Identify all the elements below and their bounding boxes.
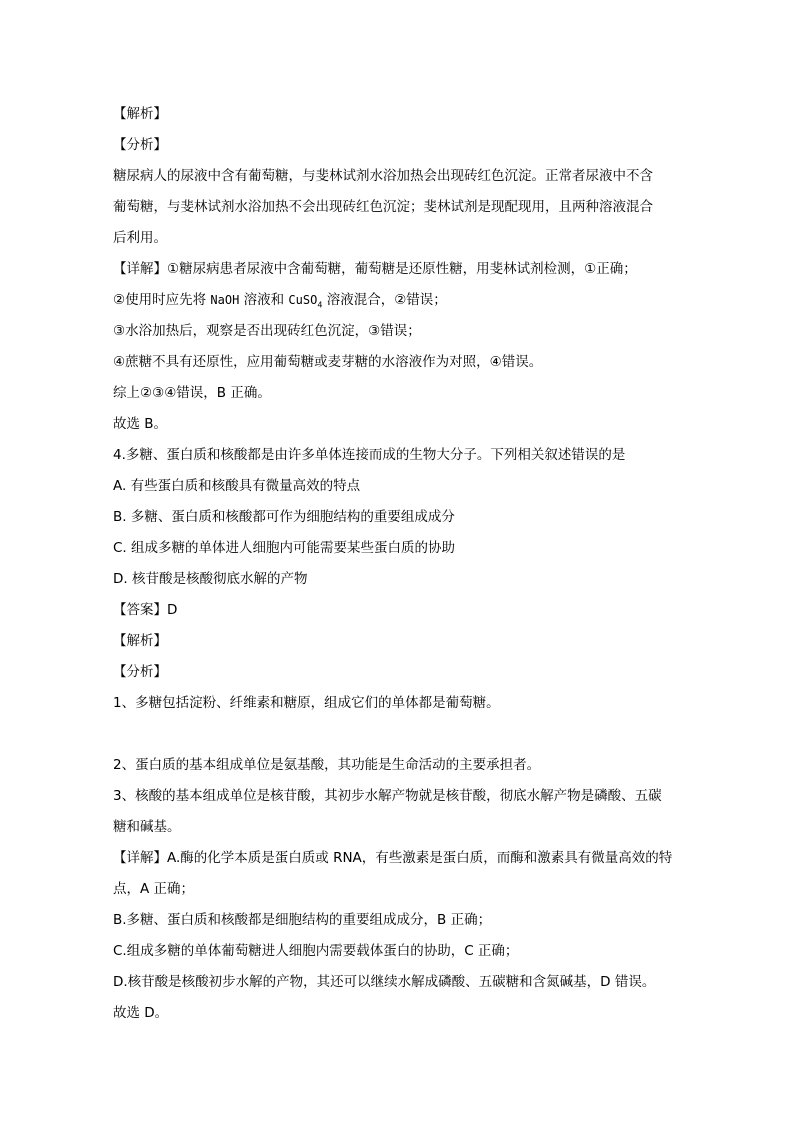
question-4-option-c: C. 组成多糖的单体进人细胞内可能需要某些蛋白质的协助 <box>113 540 456 556</box>
naoh-formula: NaOH <box>210 293 240 307</box>
cuso-formula: CuSO <box>288 293 318 307</box>
section-heading-fenxi: 【分析】 <box>113 137 167 153</box>
point-3-line-2: 糖和碱基。 <box>113 819 181 835</box>
analysis-line-2: 葡萄糖，与斐林试剂水浴加热不会出现砖红色沉淀；斐林试剂是现配现用，且两种溶液混合 <box>113 199 653 215</box>
question-4-jiexi: 【解析】 <box>113 633 167 649</box>
point-1: 1、多糖包括淀粉、纤维素和糖原，组成它们的单体都是葡萄糖。 <box>113 695 500 711</box>
question-4-fenxi: 【分析】 <box>113 664 167 680</box>
detail-line-2-part-b: 溶液和 <box>239 292 289 308</box>
detail-a-line-1: 【详解】A.酶的化学本质是蛋白质或 RNA，有些激素是蛋白质，而酶和激素具有微量高效的特 <box>113 850 673 866</box>
point-3-line-1: 3、核酸的基本组成单位是核苷酸，其初步水解产物就是核苷酸，彻底水解产物是磷酸、五碳 <box>113 788 662 804</box>
cuso-subscript: 4 <box>317 300 323 310</box>
section-heading-jiexi: 【解析】 <box>113 106 167 122</box>
analysis-line-3: 后利用。 <box>113 230 167 246</box>
detail-a-line-2: 点，A 正确； <box>113 881 195 897</box>
question-4-option-a: A. 有些蛋白质和核酸具有微量高效的特点 <box>113 478 361 494</box>
question-4-stem: 4.多糖、蛋白质和核酸都是由许多单体连接而成的生物大分子。下列相关叙述错误的是 <box>113 447 626 463</box>
question-4-answer: 【答案】D <box>113 602 178 618</box>
detail-d: D.核苷酸是核酸初步水解的产物，其还可以继续水解成磷酸、五碳糖和含氮碱基，D 错误。 <box>113 974 656 990</box>
choose-line-d: 故选 D。 <box>113 1005 169 1021</box>
detail-c: C.组成多糖的单体葡萄糖进人细胞内需要载体蛋白的协助，C 正确； <box>113 943 519 959</box>
detail-b: B.多糖、蛋白质和核酸都是细胞结构的重要组成成分，B 正确； <box>113 912 492 928</box>
choose-line-a: 故选 B。 <box>113 416 168 432</box>
detail-line-1: 【详解】①糖尿病患者尿液中含葡萄糖，葡萄糖是还原性糖，用斐林试剂检测，①正确； <box>113 261 637 277</box>
detail-line-2 <box>113 285 679 316</box>
detail-line-4: ④蔗糖不具有还原性，应用葡萄糖或麦芽糖的水溶液作为对照，④错误。 <box>113 354 543 370</box>
question-4-option-d: D. 核苷酸是核酸彻底水解的产物 <box>113 571 308 587</box>
point-2: 2、蛋白质的基本组成单位是氨基酸，其功能是生命活动的主要承担者。 <box>113 757 541 773</box>
analysis-line-1: 糖尿病人的尿液中含有葡萄糖，与斐林试剂水浴加热会出现砖红色沉淀。正常者尿液中不含 <box>113 168 653 184</box>
detail-line-2-part-c: 溶液混合，②错误； <box>322 292 447 308</box>
detail-line-3: ③水浴加热后，观察是否出现砖红色沉淀，③错误； <box>113 323 421 339</box>
question-4-option-b: B. 多糖、蛋白质和核酸都可作为细胞结构的重要组成成分 <box>113 509 455 525</box>
document-page <box>113 99 679 1029</box>
detail-line-2-part-a: ②使用时应先将 <box>113 292 211 308</box>
summary-line: 综上②③④错误，B 正确。 <box>113 385 271 401</box>
blank-spacer <box>113 719 679 750</box>
